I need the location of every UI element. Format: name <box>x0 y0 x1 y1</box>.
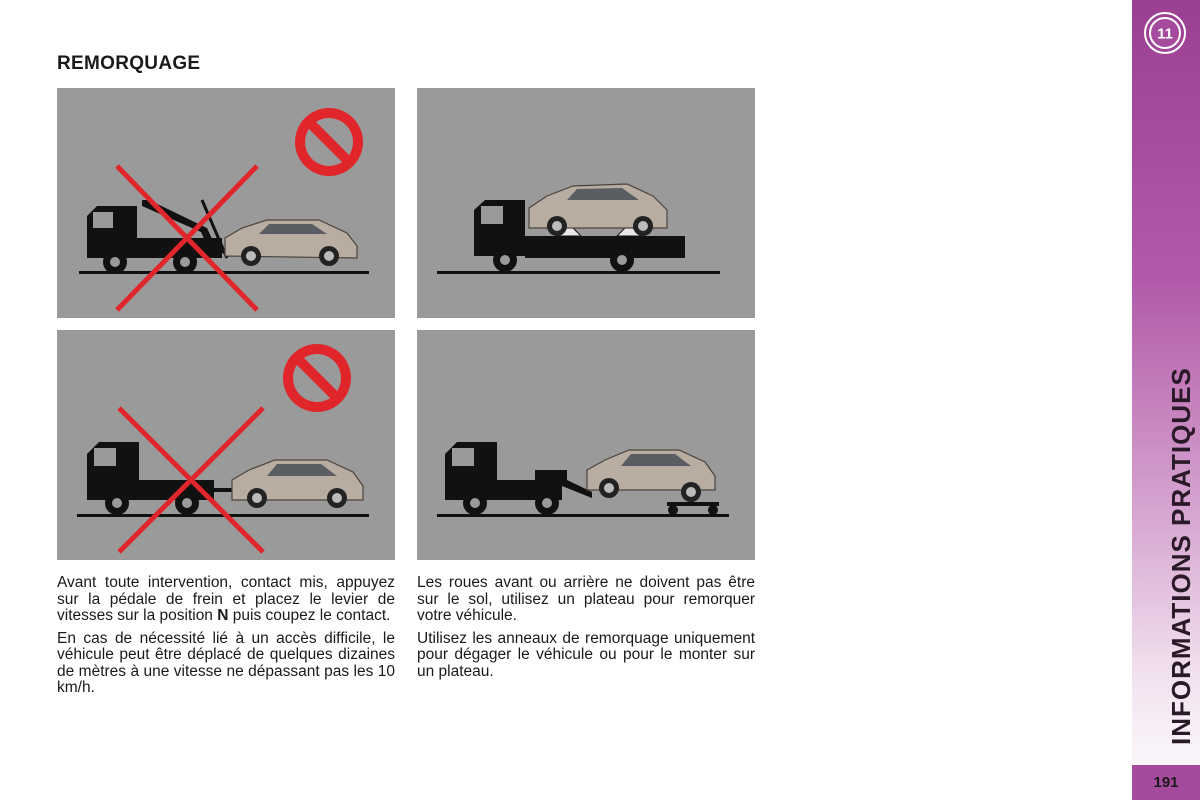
chapter-number: 11 <box>1157 25 1173 43</box>
paragraph-difficult-access: En cas de nécessité lié à un accès difficile, le véhicule peut être déplacé de quelques dizaines de mètres à une vitesse ne dépassant pas les 10 km/h. <box>57 629 395 696</box>
text-column-left <box>57 575 395 703</box>
illustration-flatbed-allowed <box>417 88 755 318</box>
truck-window <box>481 206 503 224</box>
illustration-tow-bar-forbidden <box>57 330 395 560</box>
chapter-vertical-title: INFORMATIONS PRATIQUES <box>1166 367 1196 745</box>
tow-hook-scene <box>57 88 395 318</box>
text-column-right <box>417 575 755 686</box>
ground-line <box>437 271 720 274</box>
tow-bar-scene <box>57 330 395 560</box>
truck-window <box>94 448 116 466</box>
wheel-dolly <box>667 502 719 515</box>
flatbed-platform <box>525 236 685 258</box>
paragraph-towing-rings: Utilisez les anneaux de remorquage uniquement pour dégager le véhicule ou pour le monter sur un plateau. <box>417 629 755 680</box>
illustration-wheel-lift-allowed <box>417 330 755 560</box>
prohibition-icon <box>295 108 363 176</box>
truck-window <box>452 448 474 466</box>
gear-position-n: N <box>217 607 229 624</box>
paragraph-wheels-off-ground: Les roues avant ou arrière ne doivent pas être sur le sol, utilisez un plateau pour remorquer votre véhicule. <box>417 574 755 624</box>
section-title: REMORQUAGE <box>57 53 201 74</box>
wheel-lift-scene <box>417 330 755 560</box>
flatbed-scene <box>417 88 755 318</box>
chapter-badge-icon <box>1142 10 1188 56</box>
prohibition-icon <box>283 344 351 412</box>
page-number: 191 <box>1132 765 1200 800</box>
ground-line <box>437 514 729 517</box>
illustration-tow-hook-forbidden <box>57 88 395 318</box>
car-illustration <box>529 184 667 236</box>
paragraph-intervention: Avant toute intervention, contact mis, appuyez sur la pédale de frein et placez le levier de vitesses sur la position N puis coupez le contact. <box>57 574 395 624</box>
car-illustration <box>225 220 357 266</box>
car-illustration <box>587 450 715 502</box>
truck-window <box>93 212 113 228</box>
car-illustration <box>232 460 363 508</box>
